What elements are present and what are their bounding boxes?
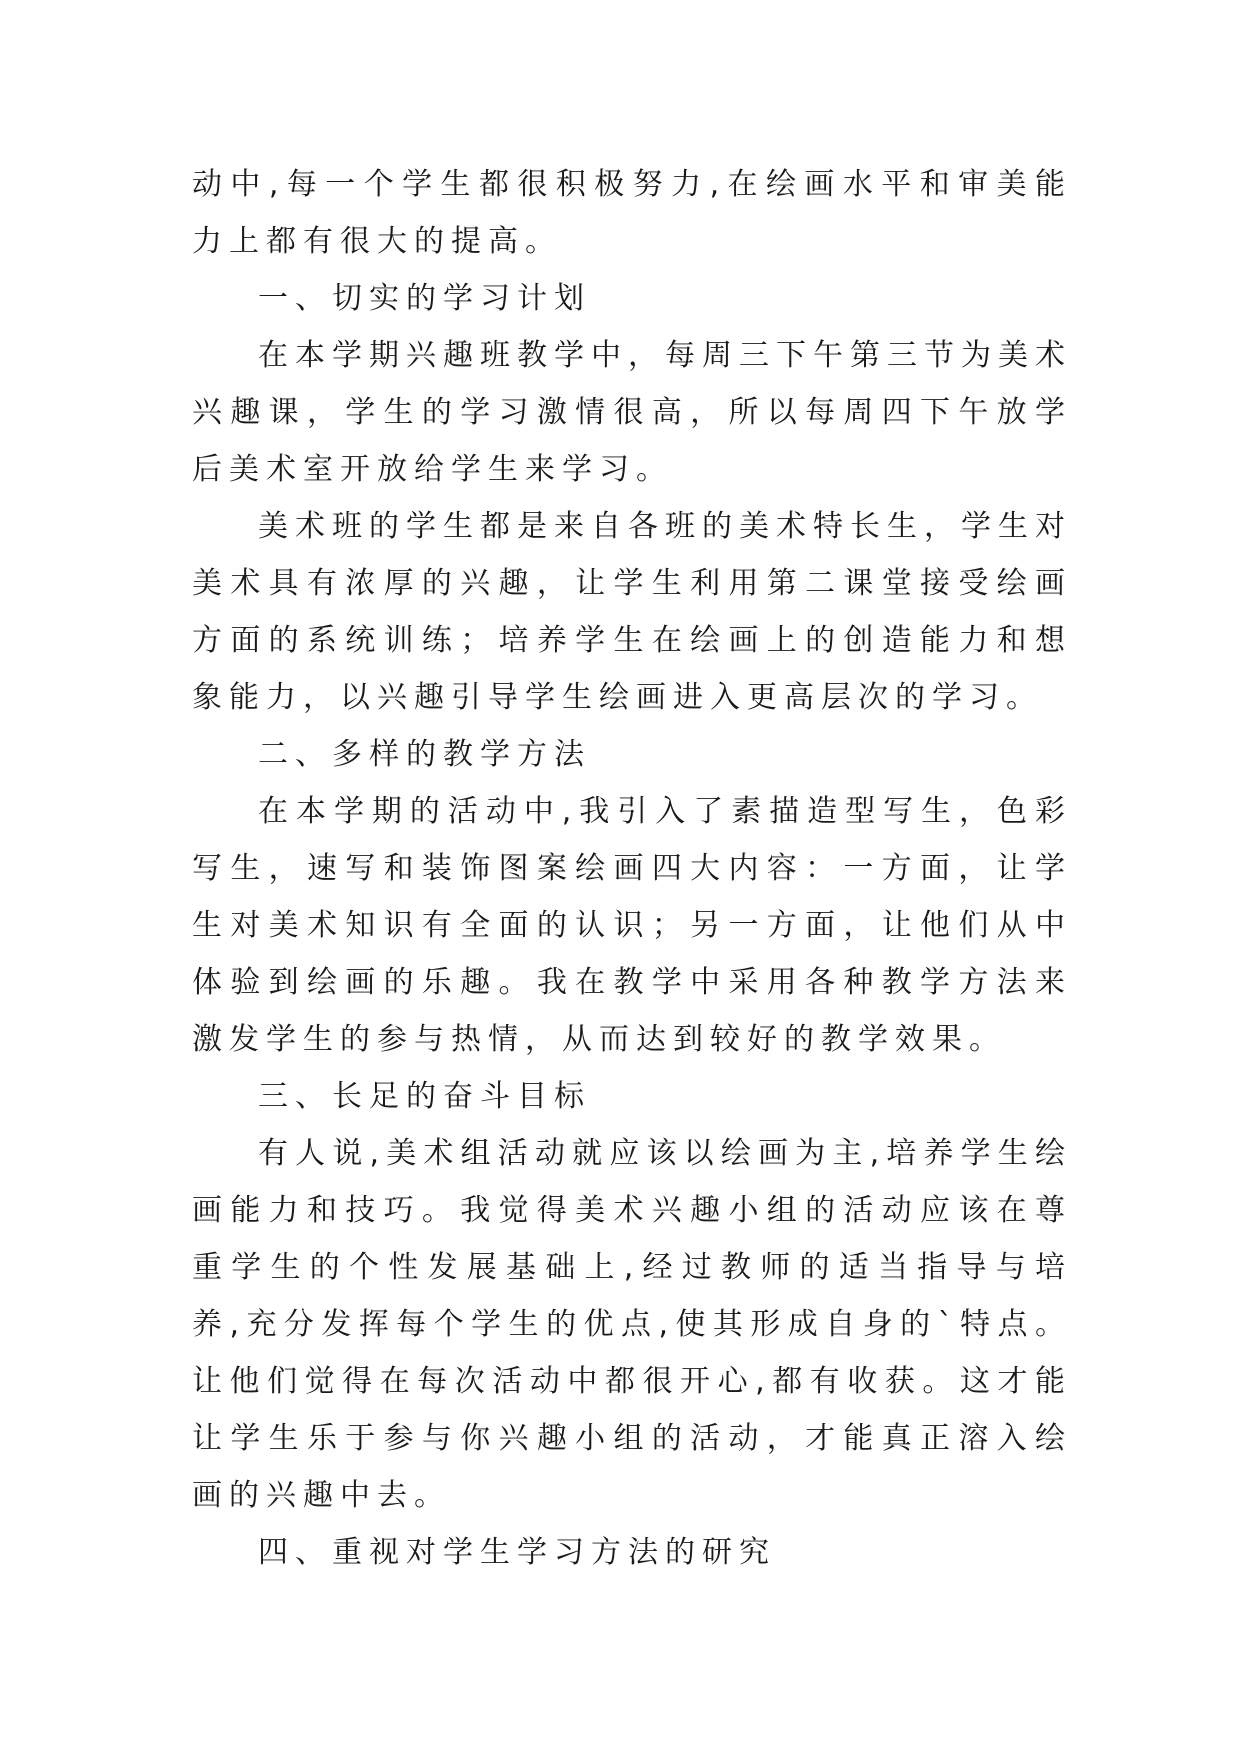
paragraph-continuation: 动中,每一个学生都很积极努力,在绘画水平和审美能力上都有很大的提高。 — [192, 167, 1072, 259]
paragraph-students: 美术班的学生都是来自各班的美术特长生，学生对美术具有浓厚的兴趣，让学生利用第二课堂接受绘画方面的系统训练；培养学生在绘画上的创造能力和想象能力，以兴趣引导学生绘画进入更高层次的学习。 — [192, 509, 1072, 715]
paragraph-methods: 在本学期的活动中,我引入了素描造型写生，色彩写生，速写和装饰图案绘画四大内容：一方面，让学生对美术知识有全面的认识；另一方面，让他们从中体验到绘画的乐趣。我在教学中采用各种教学方法来激发学生的参与热情，从而达到较好的教学效果。 — [192, 794, 1072, 1057]
paragraph-goals: 有人说,美术组活动就应该以绘画为主,培养学生绘画能力和技巧。我觉得美术兴趣小组的活动应该在尊重学生的个性发展基础上,经过教师的适当指导与培养,充分发挥每个学生的优点,使其形成自身的`特点。让他们觉得在每次活动中都很开心,都有收获。这才能让学生乐于参与你兴趣小组的活动，才能真正溶入绘画的兴趣中去。 — [192, 1136, 1072, 1513]
section-heading-methods: 二、多样的教学方法 — [258, 737, 591, 772]
document-body — [192, 156, 1072, 1581]
section-heading-research: 四、重视对学生学习方法的研究 — [258, 1535, 776, 1570]
section-heading-plan: 一、切实的学习计划 — [258, 281, 591, 316]
section-heading-goals: 三、长足的奋斗目标 — [258, 1079, 591, 1114]
paragraph-schedule: 在本学期兴趣班教学中，每周三下午第三节为美术兴趣课，学生的学习激情很高，所以每周四下午放学后美术室开放给学生来学习。 — [192, 338, 1072, 487]
